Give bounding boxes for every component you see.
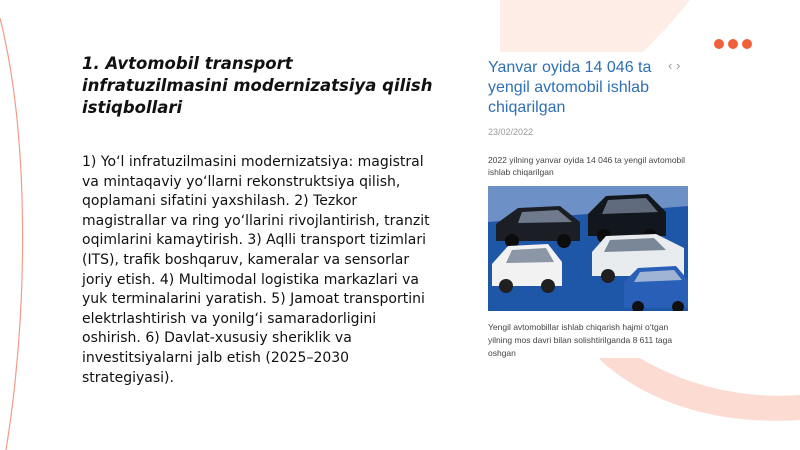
article-nav — [668, 58, 680, 73]
menu-dots[interactable] — [714, 39, 752, 49]
menu-dot-icon — [742, 39, 752, 49]
article-date: 23/02/2022 — [488, 127, 534, 137]
chevron-right-icon[interactable]: › — [675, 58, 681, 73]
article-caption: 2022 yilning yanvar oyida 14 046 ta yengil avtomobil ishlab chiqarilgan — [488, 155, 686, 177]
slide-title: 1. Avtomobil transport infratuzilmasini modernizatsiya qilish istiqbollari — [82, 54, 433, 117]
cars-photo — [488, 186, 688, 311]
menu-dot-icon — [728, 39, 738, 49]
article-summary: Yengil avtomobillar ishlab chiqarish hajmi o‘tgan yilning mos davri bilan solishtirilganda 8 611 taga oshgan — [488, 322, 673, 358]
car-image — [624, 266, 688, 311]
chevron-left-icon[interactable]: ‹ — [668, 58, 673, 73]
article-title[interactable]: Yanvar oyida 14 046 ta yengil avtomobil ishlab chiqarilgan — [488, 59, 652, 116]
menu-dot-icon — [714, 39, 724, 49]
news-article-screenshot — [478, 52, 694, 358]
slide-body-text: 1) Yo‘l infratuzilmasini modernizatsiya: magistral va mintaqaviy yo‘llarni rekonstruktsiya qilish, qoplamani sifatini yaxshilash. 2) Tezkor magistrallar va ring yo‘llarini rivojlantirish, tranzit oqimlarini kamaytirish. 3) Aqlli transport tizimlari (ITS), trafik boshqaruv, kameralar va sensorlar joriy etish. 4) Multimodal logistika markazlari va yuk terminalarini yaratish. 5) Jamoat transportini elektrlashtirish va yonilg‘i samaradorligini oshirish. 6) Davlat-xususiy sheriklik va investitsiyalarni jalb etish (2025–2030 strategiyasi). — [82, 154, 430, 386]
